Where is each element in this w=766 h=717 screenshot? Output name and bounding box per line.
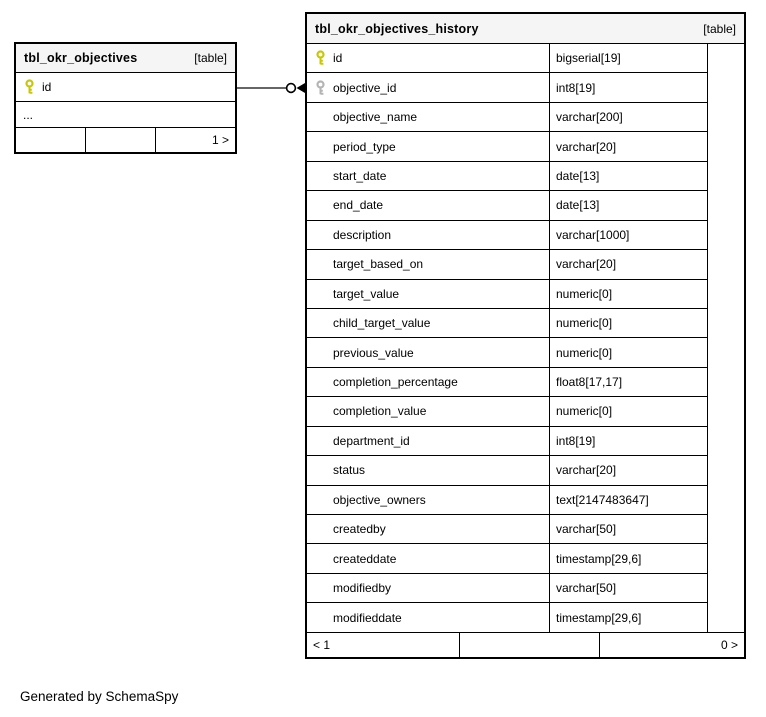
- column-type: varchar[20]: [549, 132, 707, 160]
- column-type: varchar[200]: [549, 103, 707, 131]
- table-type-badge: [table]: [703, 21, 736, 36]
- table-row: [307, 44, 707, 73]
- column-name: createdby: [333, 522, 386, 537]
- column-type: varchar[50]: [549, 515, 707, 543]
- column-type: date[13]: [549, 191, 707, 219]
- table-row: [307, 397, 707, 426]
- primary-key-icon: [24, 79, 35, 95]
- column-type: int8[19]: [549, 73, 707, 101]
- connector-arrowhead-icon: [297, 83, 306, 93]
- column-type: text[2147483647]: [549, 486, 707, 514]
- table-row: [307, 103, 707, 132]
- column-name: objective_id: [333, 80, 397, 95]
- column-type: timestamp[29,6]: [549, 603, 707, 631]
- column-name: completion_percentage: [333, 375, 458, 390]
- key-icon: [315, 521, 326, 537]
- connector-circle-icon: [287, 84, 296, 93]
- column-name: department_id: [333, 433, 410, 448]
- table-row: [307, 162, 707, 191]
- table-row: [307, 191, 707, 220]
- column-type: varchar[20]: [549, 456, 707, 484]
- table-row: [307, 280, 707, 309]
- table-row: [307, 309, 707, 338]
- table-row: [307, 221, 707, 250]
- table-footer: [307, 632, 744, 657]
- table-type-badge: [table]: [194, 51, 227, 65]
- footer-children-count: 0 >: [599, 633, 744, 657]
- column-name: target_value: [333, 286, 400, 301]
- column-type: varchar[1000]: [549, 221, 707, 249]
- key-icon: [315, 462, 326, 478]
- key-icon: [315, 374, 326, 390]
- column-type: date[13]: [549, 162, 707, 190]
- table-row: [307, 338, 707, 367]
- column-type: numeric[0]: [549, 338, 707, 366]
- table-row: [307, 427, 707, 456]
- generated-by-text: Generated by SchemaSpy: [20, 689, 179, 704]
- column-type: float8[17,17]: [549, 368, 707, 396]
- column-name: id: [42, 80, 52, 94]
- column-name: ...: [23, 107, 34, 122]
- table-row: [307, 544, 707, 573]
- table-row: [307, 456, 707, 485]
- key-icon: [315, 403, 326, 419]
- footer-children-count: 1 >: [155, 128, 235, 152]
- key-icon: [315, 610, 326, 626]
- relationship-connector: [237, 79, 305, 97]
- column-name: modifiedby: [333, 581, 392, 596]
- table-row: [307, 574, 707, 603]
- key-icon: [315, 197, 326, 213]
- column-name: description: [333, 227, 392, 242]
- primary-key-icon: [315, 50, 326, 66]
- key-icon: [315, 345, 326, 361]
- column-name: modifieddate: [333, 610, 402, 625]
- key-icon: [315, 168, 326, 184]
- column-name: objective_name: [333, 110, 418, 125]
- key-icon: [315, 492, 326, 508]
- spacer-column: [707, 44, 744, 632]
- column-type: numeric[0]: [549, 309, 707, 337]
- column-name: start_date: [333, 168, 387, 183]
- column-name: createddate: [333, 551, 397, 566]
- column-type: int8[19]: [549, 427, 707, 455]
- column-name: completion_value: [333, 404, 427, 419]
- key-icon: [315, 580, 326, 596]
- key-icon: [315, 139, 326, 155]
- column-type: bigserial[19]: [549, 44, 707, 72]
- column-name: target_based_on: [333, 257, 424, 272]
- column-type: varchar[50]: [549, 574, 707, 602]
- column-type: numeric[0]: [549, 280, 707, 308]
- foreign-key-icon: [315, 80, 326, 96]
- key-icon: [315, 109, 326, 125]
- footer-cell: [459, 633, 599, 657]
- column-type: numeric[0]: [549, 397, 707, 425]
- key-icon: [315, 227, 326, 243]
- footer-cell: [85, 128, 155, 152]
- footer-parents-count: < 1: [313, 637, 331, 652]
- table-row: [307, 250, 707, 279]
- column-name: status: [333, 463, 366, 478]
- column-name: previous_value: [333, 345, 414, 360]
- table-row: [307, 368, 707, 397]
- column-name: end_date: [333, 198, 384, 213]
- key-icon: [315, 433, 326, 449]
- column-name: id: [333, 51, 343, 66]
- table-row: [16, 102, 235, 127]
- table-row: [307, 73, 707, 102]
- table-row: [307, 515, 707, 544]
- column-type: varchar[20]: [549, 250, 707, 278]
- column-name: child_target_value: [333, 316, 431, 331]
- column-type: timestamp[29,6]: [549, 544, 707, 572]
- table-title[interactable]: tbl_okr_objectives_history: [315, 21, 479, 36]
- key-icon: [315, 286, 326, 302]
- column-name: period_type: [333, 139, 396, 154]
- table-header[interactable]: [307, 14, 744, 44]
- column-name: objective_owners: [333, 492, 426, 507]
- table-footer: [16, 127, 235, 152]
- key-icon: [315, 315, 326, 331]
- table-header[interactable]: [16, 44, 235, 73]
- key-icon: [315, 551, 326, 567]
- table-row: [16, 73, 235, 102]
- table-node-tbl-okr-objectives-history: [305, 12, 746, 659]
- table-node-tbl-okr-objectives: [14, 42, 237, 154]
- key-icon: [315, 256, 326, 272]
- table-title[interactable]: tbl_okr_objectives: [24, 51, 138, 65]
- table-row: [307, 486, 707, 515]
- table-row: [307, 132, 707, 161]
- table-row: [307, 603, 707, 631]
- footer-cell: [16, 128, 85, 152]
